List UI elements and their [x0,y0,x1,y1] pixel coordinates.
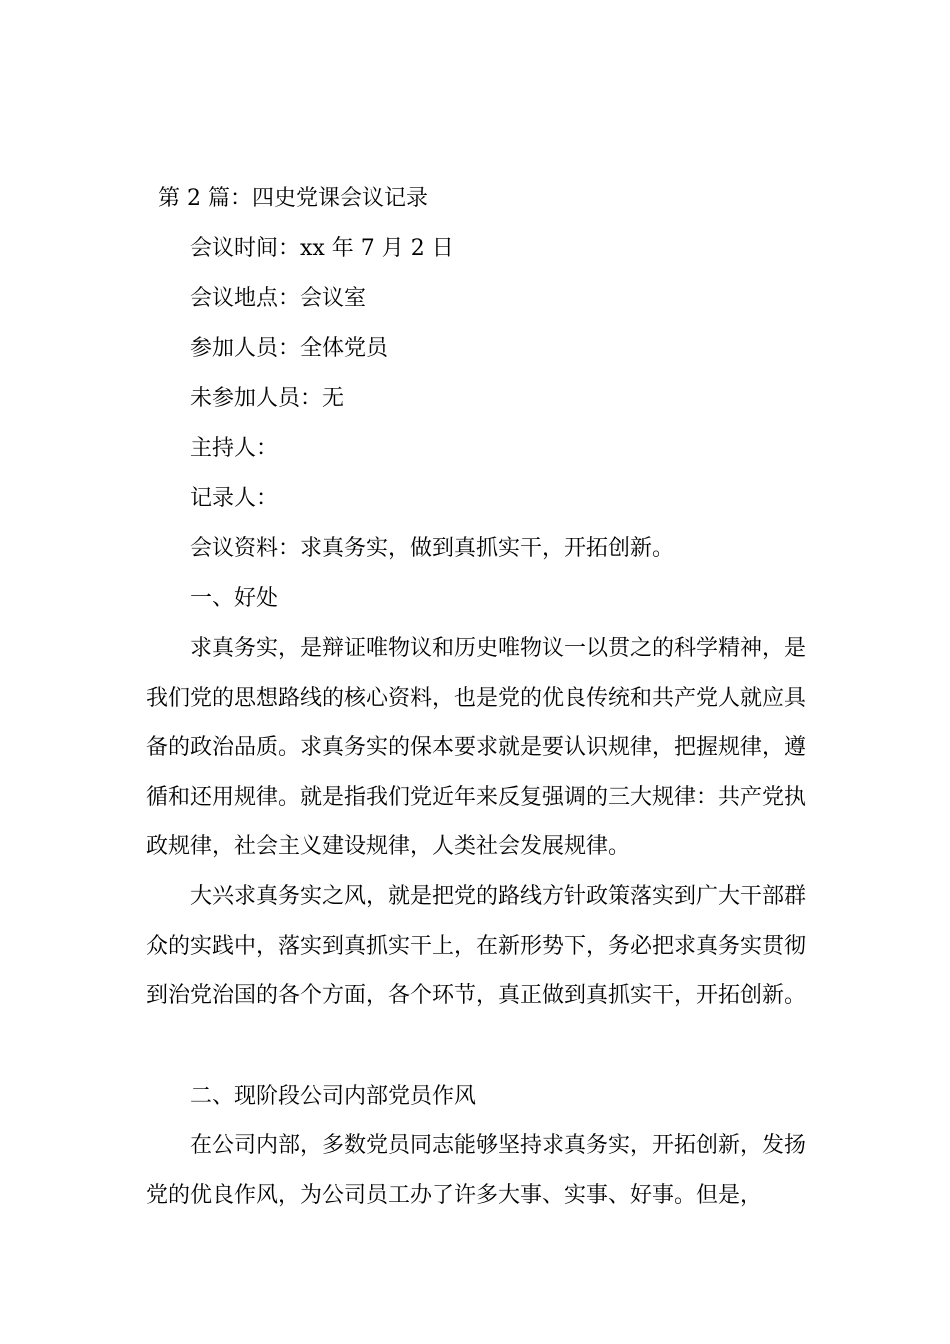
section-2-heading: 二、现阶段公司内部党员作风 [190,1084,477,1109]
section-1-paragraph-1: 求真务实，是辩证唯物议和历史唯物议一以贯之的科学精神，是我们党的思想路线的核心资料，也是党的优良传统和共产党人就应具备的政治品质。求真务实的保本要求就是要认识规律，把握规律，遵循和还用规律。就是指我们党近年来反复强调的三大规律：共产党执政规律，社会主义建设规律，人类社会发展规律。 [146,636,807,859]
host: 主持人： [190,436,279,461]
document-title: 第 2 篇：四史党课会议记录 [158,186,428,211]
meeting-time: 会议时间：xx 年 7 月 2 日 [190,236,454,261]
meeting-material: 会议资料：求真务实，做到真抓实干，开拓创新。 [190,536,675,561]
section-2-paragraph: 在公司内部，多数党员同志能够坚持求真务实，开拓创新，发扬党的优良作风，为公司员工办了许多大事、实事、好事。但是， [146,1133,807,1208]
section-1-paragraph-2: 大兴求真务实之风，就是把党的路线方针政策落实到广大干部群众的实践中，落实到真抓实干上，在新形势下，务必把求真务实贯彻到治党治国的各个方面，各个环节，真正做到真抓实干，开拓创新。 [146,884,807,1008]
meeting-location: 会议地点：会议室 [190,286,367,311]
recorder: 记录人： [190,486,279,511]
attendees: 参加人员：全体党员 [190,336,389,361]
section-1-heading: 一、好处 [190,586,279,611]
absentees: 未参加人员：无 [190,386,345,411]
